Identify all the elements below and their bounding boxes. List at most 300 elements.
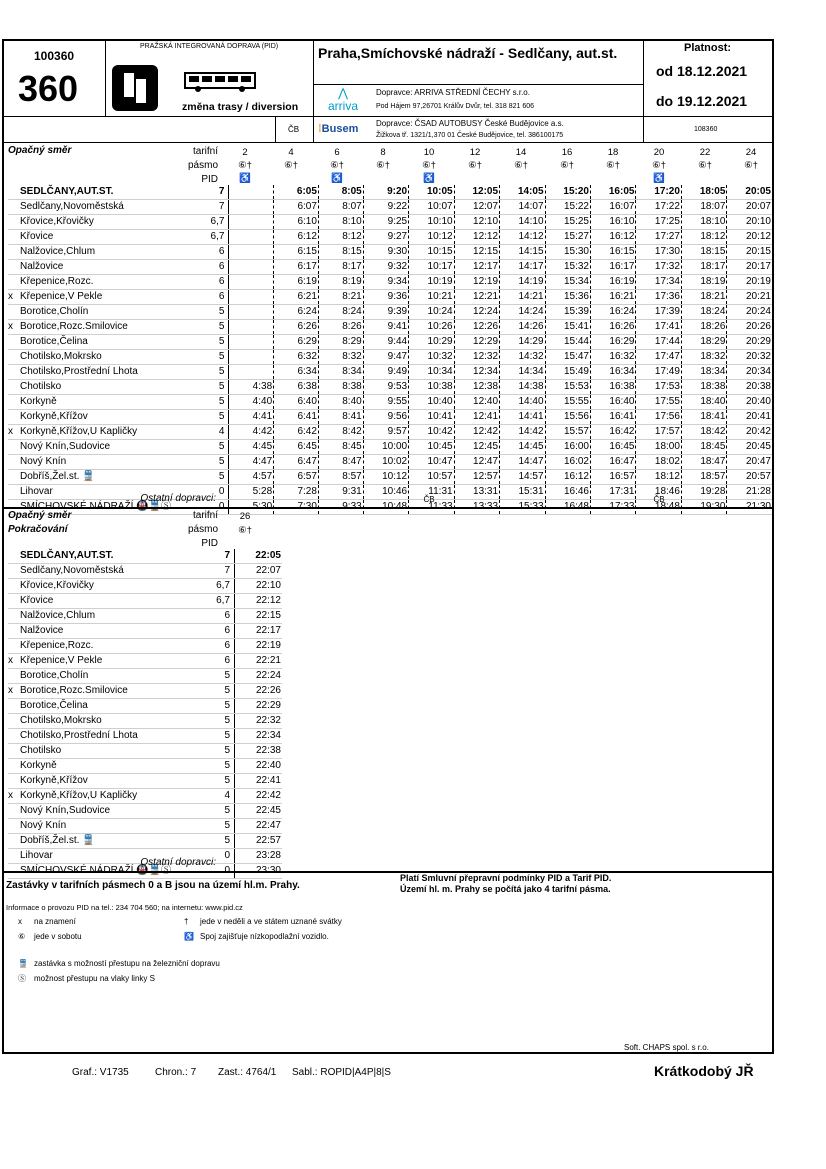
departure-time: 20:34 <box>727 365 772 380</box>
zone: 6 <box>174 260 229 275</box>
departure-time: 17:25 <box>636 215 681 230</box>
departure-time: 16:29 <box>590 335 635 350</box>
table-row <box>8 215 772 230</box>
departure-time: 20:38 <box>727 380 772 395</box>
departure-time: 8:17 <box>318 260 363 275</box>
departure-time: 16:12 <box>590 230 635 245</box>
departure-time: 18:40 <box>681 395 726 410</box>
departure-time: 12:40 <box>454 395 499 410</box>
departure-time: 22:21 <box>235 654 283 669</box>
stop-name <box>8 425 174 440</box>
departure-time: 12:45 <box>454 440 499 455</box>
departure-time: 10:32 <box>409 350 454 365</box>
table-row <box>8 549 282 564</box>
zone: 5 <box>174 819 235 834</box>
departure-time: 6:34 <box>274 365 319 380</box>
departure-time: 15:33 <box>500 500 545 515</box>
departure-time <box>229 200 274 215</box>
departure-time: 14:24 <box>500 305 545 320</box>
departure-time: 6:40 <box>274 395 319 410</box>
departure-time: 22:10 <box>235 579 283 594</box>
departure-time: 20:42 <box>727 425 772 440</box>
departure-time: 10:26 <box>409 320 454 335</box>
departure-time: 8:38 <box>318 380 363 395</box>
carrier1-cell <box>314 85 644 117</box>
low-floor-icon: ♿ <box>653 173 665 184</box>
departure-time: 17:49 <box>636 365 681 380</box>
departure-time: 8:24 <box>318 305 363 320</box>
departure-time: 10:47 <box>409 455 454 470</box>
departure-time: 8:15 <box>318 245 363 260</box>
t1-direction: Opačný směr <box>8 145 72 156</box>
departure-time: 10:10 <box>409 215 454 230</box>
departure-time <box>229 185 274 200</box>
low-floor-icon: ♿ <box>423 173 435 184</box>
departure-time: 6:57 <box>274 470 319 485</box>
stop-label: Lihovar <box>20 486 53 497</box>
stop-label: Křepenice,Rozc. <box>20 640 94 651</box>
carrier1-address: Pod Hájem 97,26701 Králův Dvůr, tel. 318 821 606 <box>376 103 534 110</box>
stop-name <box>8 774 174 789</box>
departure-time: 15:55 <box>545 395 590 410</box>
zone: 0 <box>174 500 229 515</box>
departure-time: 12:07 <box>454 200 499 215</box>
t1-zone-label-3: PID <box>201 174 218 185</box>
departure-time: 8:10 <box>318 215 363 230</box>
departure-time: 19:30 <box>681 500 726 515</box>
legend-symbol-icon: ⑥ <box>18 932 26 941</box>
departure-time: 15:20 <box>545 185 590 200</box>
departure-time: 17:36 <box>636 290 681 305</box>
trip-days: ⑥† <box>284 160 298 171</box>
zone: 5 <box>174 350 229 365</box>
departure-time: 20:29 <box>727 335 772 350</box>
departure-time: 12:32 <box>454 350 499 365</box>
departure-time: 18:34 <box>681 365 726 380</box>
departure-time: 22:38 <box>235 744 283 759</box>
departure-time: 16:46 <box>545 485 590 500</box>
stop-name <box>8 834 174 849</box>
stop-name <box>8 669 174 684</box>
zone: 6 <box>174 245 229 260</box>
departure-time: 22:47 <box>235 819 283 834</box>
departure-time: 10:38 <box>409 380 454 395</box>
departure-time: 14:34 <box>500 365 545 380</box>
departure-time: 16:48 <box>545 500 590 515</box>
departure-time: 6:07 <box>274 200 319 215</box>
zone: 6 <box>174 639 235 654</box>
stop-name <box>8 470 174 485</box>
trip-no: 6 <box>334 147 340 158</box>
departure-time: 5:30 <box>229 500 274 515</box>
departure-time: 16:32 <box>590 350 635 365</box>
license-cell <box>644 117 772 143</box>
stop-label: Korkyně,Křížov,U Kapličky <box>20 426 138 437</box>
zone: 6,7 <box>174 230 229 245</box>
stop-name <box>8 440 174 455</box>
legend-text: Spoj zajišťuje nízkopodlažní vozidlo. <box>200 932 329 941</box>
departure-time: 14:32 <box>500 350 545 365</box>
stop-name <box>8 380 174 395</box>
trip-no: 10 <box>423 147 435 158</box>
stop-name <box>8 744 174 759</box>
departure-time: 9:36 <box>363 290 408 305</box>
departure-time: 16:12 <box>545 470 590 485</box>
carrier2-cell <box>314 117 644 143</box>
t2-trip-header <box>222 510 268 538</box>
stop-name <box>8 729 174 744</box>
departure-time: 12:38 <box>454 380 499 395</box>
table-row <box>8 245 772 260</box>
departure-time: 20:17 <box>727 260 772 275</box>
zone: 0 <box>174 864 235 879</box>
table-row <box>8 365 772 380</box>
departure-time: 6:21 <box>274 290 319 305</box>
zone: 5 <box>174 455 229 470</box>
departure-time: 10:34 <box>409 365 454 380</box>
departure-time: 14:12 <box>500 230 545 245</box>
departure-time: 14:15 <box>500 245 545 260</box>
departure-time: 18:45 <box>681 440 726 455</box>
zone: 5 <box>174 714 235 729</box>
zone: 0 <box>174 849 235 864</box>
carrier2-name: Dopravce: ČSAD AUTOBUSY České Budějovice a.s. <box>376 119 564 128</box>
departure-time: 12:12 <box>454 230 499 245</box>
trip-days: ⑥† <box>560 160 574 171</box>
departure-time: 16:38 <box>590 380 635 395</box>
zone: 5 <box>174 699 235 714</box>
trip-no: 14 <box>515 147 527 158</box>
zone: 6,7 <box>174 215 229 230</box>
zone: 5 <box>174 335 229 350</box>
departure-time: 12:15 <box>454 245 499 260</box>
stop-name <box>8 230 174 245</box>
departure-time: 6:29 <box>274 335 319 350</box>
footer-sabl: Sabl.: ROPID|A4P|8|S <box>292 1067 391 1078</box>
departure-time: 4:45 <box>229 440 274 455</box>
stop-name <box>8 290 174 305</box>
stop-name <box>8 215 174 230</box>
departure-time: 10:48 <box>363 500 408 515</box>
departure-time: 15:39 <box>545 305 590 320</box>
stop-name <box>8 260 174 275</box>
departure-time <box>229 275 274 290</box>
departure-time: 4:38 <box>229 380 274 395</box>
stop-name <box>8 455 174 470</box>
departure-time: 18:32 <box>681 350 726 365</box>
zone: 6 <box>174 624 235 639</box>
departure-time: 10:02 <box>363 455 408 470</box>
departure-time: 12:19 <box>454 275 499 290</box>
departure-time: 9:56 <box>363 410 408 425</box>
t1-zone-label-2: pásmo <box>187 160 218 171</box>
busem-logo-icon: ⁞Busem <box>318 123 359 135</box>
request-stop-mark: x <box>8 291 13 302</box>
departure-time: 6:10 <box>274 215 319 230</box>
legend-text: jede v neděli a ve státem uznané svátky <box>200 917 342 926</box>
zone: 5 <box>174 305 229 320</box>
zone: 5 <box>174 395 229 410</box>
departure-time: 14:45 <box>500 440 545 455</box>
departure-time: 16:26 <box>590 320 635 335</box>
zone: 5 <box>174 320 229 335</box>
trip-days: ⑥† <box>698 160 712 171</box>
footer-graf: Graf.: V1735 <box>72 1067 129 1078</box>
departure-time: 7:30 <box>274 500 319 515</box>
departure-time: 20:32 <box>727 350 772 365</box>
stop-label: Chotilsko,Prostřední Lhota <box>20 366 138 377</box>
stop-label: Nový Knín <box>20 456 67 467</box>
zone: 5 <box>174 834 235 849</box>
t1-other-carriers-label: Ostatní dopravci: <box>140 493 216 504</box>
departure-time: 9:27 <box>363 230 408 245</box>
stop-name <box>8 320 174 335</box>
stop-label: Nový Knín <box>20 820 67 831</box>
trip-no: 22 <box>699 147 711 158</box>
stop-name <box>8 305 174 320</box>
route-title: Praha,Smíchovské nádraží - Sedlčany, aut.st. <box>318 45 618 61</box>
legend-text: zastávka s možností přestupu na železniční dopravu <box>34 959 220 968</box>
departure-time <box>229 365 274 380</box>
stop-name <box>8 245 174 260</box>
legend-symbol-icon: † <box>184 917 189 926</box>
departure-time: 10:15 <box>409 245 454 260</box>
departure-time: 22:34 <box>235 729 283 744</box>
departure-time: 10:12 <box>363 470 408 485</box>
departure-time: 10:40 <box>409 395 454 410</box>
stop-label: Borotice,Cholín <box>20 670 89 681</box>
departure-time: 9:25 <box>363 215 408 230</box>
table-row <box>8 639 282 654</box>
trip-days: ⑥† <box>606 160 620 171</box>
departure-time: 18:15 <box>681 245 726 260</box>
stop-name <box>8 365 174 380</box>
stop-label: Borotice,Rozc.Smilovice <box>20 321 128 332</box>
other-carrier: ČB <box>423 495 435 504</box>
timetable-frame <box>2 39 774 1054</box>
departure-time: 4:57 <box>229 470 274 485</box>
stop-label: Křovice,Křovičky <box>20 216 94 227</box>
departure-time: 22:05 <box>235 549 283 564</box>
zone: 6 <box>174 609 235 624</box>
stop-label: Křepenice,Rozc. <box>20 276 94 287</box>
zone: 5 <box>174 380 229 395</box>
departure-time: 18:29 <box>681 335 726 350</box>
departure-time: 6:26 <box>274 320 319 335</box>
info-note: Informace o provozu PID na tel.: 234 704 560; na internetu: www.pid.cz <box>6 903 243 912</box>
departure-time: 20:07 <box>727 200 772 215</box>
t1-trip-header <box>268 146 314 172</box>
departure-time: 14:26 <box>500 320 545 335</box>
departure-time: 8:47 <box>318 455 363 470</box>
zone: 6 <box>174 290 229 305</box>
departure-time: 8:19 <box>318 275 363 290</box>
departure-time: 16:47 <box>590 455 635 470</box>
trip-days: ⑥† <box>468 160 482 171</box>
t2-zone-label-1: tarifní <box>192 510 218 521</box>
departure-time: 18:05 <box>681 185 726 200</box>
table-row <box>8 714 282 729</box>
busem-logo-text: Busem <box>321 123 359 135</box>
stop-label: Křovice <box>20 231 54 242</box>
departure-time: 22:42 <box>235 789 283 804</box>
departure-time <box>229 230 274 245</box>
departure-time: 16:10 <box>590 215 635 230</box>
stop-label: Nalžovice,Chlum <box>20 246 96 257</box>
stop-label: Korkyně,Křížov <box>20 411 88 422</box>
t2-zone-header <box>164 509 218 551</box>
zone: 5 <box>174 744 235 759</box>
zone: 6 <box>174 275 229 290</box>
departure-time: 17:32 <box>636 260 681 275</box>
departure-time: 18:38 <box>681 380 726 395</box>
table-row <box>8 564 282 579</box>
stop-name <box>8 714 174 729</box>
departure-time: 16:07 <box>590 200 635 215</box>
zone: 6,7 <box>174 579 235 594</box>
departure-time: 12:42 <box>454 425 499 440</box>
departure-time: 16:41 <box>590 410 635 425</box>
departure-time: 15:53 <box>545 380 590 395</box>
stop-label: Chotilsko,Prostřední Lhota <box>20 730 138 741</box>
departure-time: 12:05 <box>454 185 499 200</box>
zone: 6,7 <box>174 594 235 609</box>
departure-time: 14:07 <box>500 200 545 215</box>
departure-time: 18:10 <box>681 215 726 230</box>
stop-name <box>8 350 174 365</box>
departure-time: 12:41 <box>454 410 499 425</box>
stop-label: Korkyně,Křížov,U Kapličky <box>20 790 138 801</box>
departure-time: 10:41 <box>409 410 454 425</box>
t1-trip-header <box>314 146 360 185</box>
blank-cell <box>4 117 276 143</box>
departure-time: 22:29 <box>235 699 283 714</box>
departure-time: 9:41 <box>363 320 408 335</box>
stop-name <box>8 594 174 609</box>
legend-text: možnost přestupu na vlaky linky S <box>34 974 155 983</box>
departure-time: 17:30 <box>636 245 681 260</box>
t2-continuation: Pokračování <box>8 524 68 535</box>
departure-time <box>229 260 274 275</box>
valid-from: od 18.12.2021 <box>656 63 748 79</box>
departure-time: 8:45 <box>318 440 363 455</box>
trip-days: ⑥† <box>330 160 344 171</box>
cb-label: ČB <box>288 125 300 134</box>
carrier2-address: Žižkova tř. 1321/1,370 01 České Budějovice, tel. 386100175 <box>376 132 564 139</box>
t2-end-line <box>4 871 772 873</box>
bus-icon <box>184 71 256 98</box>
zone: 5 <box>174 365 229 380</box>
departure-time: 12:21 <box>454 290 499 305</box>
validity-cell <box>644 41 772 117</box>
stop-label: Sedlčany,Novoměstská <box>20 565 124 576</box>
prague-zones-note: Zastávky v tarifních pásmech 0 a B jsou na území hl.m. Prahy. <box>6 880 300 891</box>
departure-time: 10:19 <box>409 275 454 290</box>
departure-time: 18:19 <box>681 275 726 290</box>
legend-item <box>18 959 220 968</box>
table-row <box>8 804 282 819</box>
table-row <box>8 380 772 395</box>
t1-trip-header <box>360 146 406 172</box>
table-row <box>8 819 282 834</box>
departure-time: 12:26 <box>454 320 499 335</box>
stop-label: Nový Knín,Sudovice <box>20 805 111 816</box>
departure-time: 22:19 <box>235 639 283 654</box>
departure-time: 17:41 <box>636 320 681 335</box>
departure-time: 15:27 <box>545 230 590 245</box>
table-row <box>8 744 282 759</box>
departure-time: 12:57 <box>454 470 499 485</box>
stop-label: Korkyně,Křížov <box>20 775 88 786</box>
legend-symbol-icon: Ⓢ <box>18 974 26 983</box>
table-row <box>8 275 772 290</box>
trip-no: 24 <box>745 147 757 158</box>
departure-time: 20:05 <box>727 185 772 200</box>
pid-cell <box>106 41 314 117</box>
departure-time: 16:40 <box>590 395 635 410</box>
departure-time: 15:44 <box>545 335 590 350</box>
departure-time: 16:24 <box>590 305 635 320</box>
departure-time: 18:12 <box>681 230 726 245</box>
t1-trip-header <box>590 146 636 172</box>
departure-time: 14:05 <box>500 185 545 200</box>
t2-zone-label-3: PID <box>201 538 218 549</box>
table-row <box>8 290 772 305</box>
departure-time: 20:12 <box>727 230 772 245</box>
departure-time: 16:15 <box>590 245 635 260</box>
departure-time <box>229 320 274 335</box>
validity-label: Platnost: <box>684 42 732 54</box>
stop-label: Chotilsko <box>20 381 62 392</box>
table-row <box>8 395 772 410</box>
line-number: 360 <box>18 68 79 109</box>
departure-time: 14:19 <box>500 275 545 290</box>
departure-time: 10:00 <box>363 440 408 455</box>
table-row <box>8 230 772 245</box>
departure-time: 16:42 <box>590 425 635 440</box>
zone: 7 <box>174 200 229 215</box>
departure-time: 20:41 <box>727 410 772 425</box>
departure-time: 10:05 <box>409 185 454 200</box>
table-row <box>8 729 282 744</box>
departure-time: 16:34 <box>590 365 635 380</box>
stop-label: Lihovar <box>20 850 53 861</box>
departure-time: 16:17 <box>590 260 635 275</box>
departure-time: 22:45 <box>235 804 283 819</box>
stop-label: Borotice,Čelina <box>20 336 88 347</box>
departure-time: 16:02 <box>545 455 590 470</box>
stop-name <box>8 789 174 804</box>
table-row <box>8 410 772 425</box>
stop-name <box>8 395 174 410</box>
legend-text: jede v sobotu <box>34 932 82 941</box>
departure-time: 9:32 <box>363 260 408 275</box>
departure-time: 8:32 <box>318 350 363 365</box>
low-floor-icon: ♿ <box>331 173 343 184</box>
t2-heading <box>8 509 71 537</box>
departure-time: 11:33 <box>409 500 454 515</box>
departure-time: 8:57 <box>318 470 363 485</box>
stop-name <box>8 564 174 579</box>
stop-name <box>8 804 174 819</box>
table-row <box>8 774 282 789</box>
departure-time: 14:21 <box>500 290 545 305</box>
zone: 5 <box>174 804 235 819</box>
departure-time: 12:10 <box>454 215 499 230</box>
stop-label: Korkyně <box>20 396 57 407</box>
table-row <box>8 200 772 215</box>
departure-time: 15:34 <box>545 275 590 290</box>
